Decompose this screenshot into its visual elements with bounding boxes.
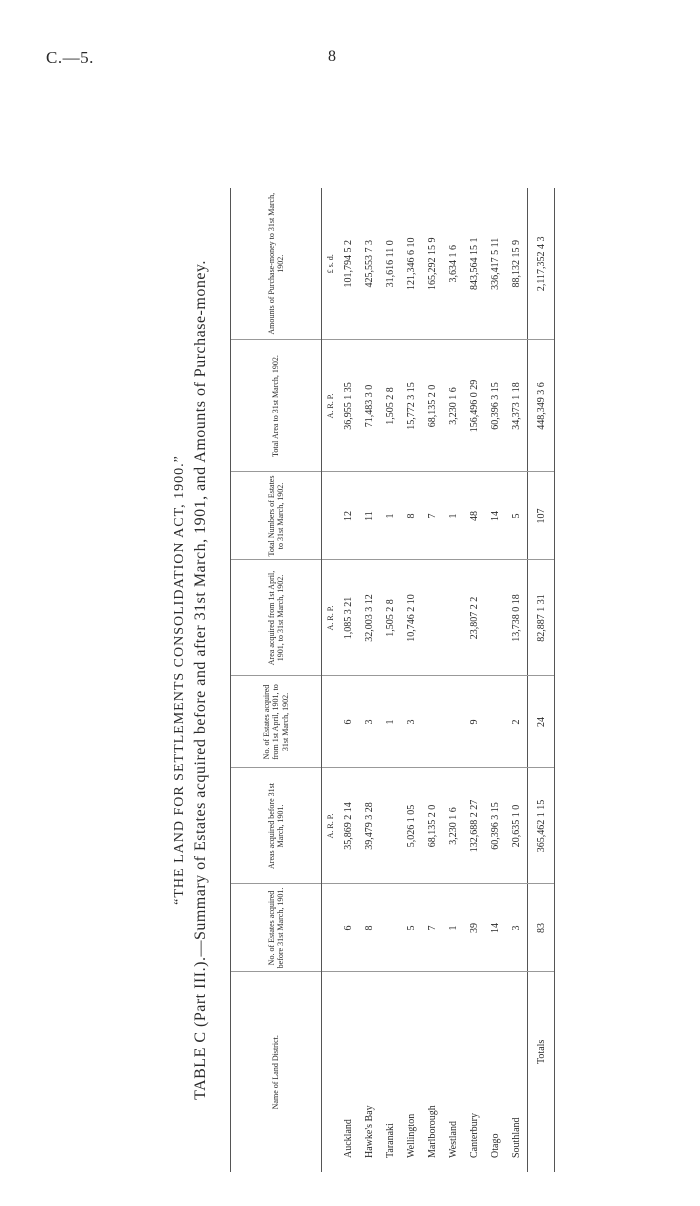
- cell-total-estates: 7: [422, 472, 443, 560]
- cell-estates-before: [380, 884, 401, 972]
- col-header-district: Name of Land District.: [231, 972, 322, 1172]
- col-header-estates-before: No. of Estates acquired before 31st March, 1901.: [231, 884, 322, 972]
- cell-total-estates: 107: [528, 472, 555, 560]
- header-row: [231, 188, 322, 1172]
- cell-estates-before: 14: [485, 884, 506, 972]
- unit-cell: A. R. P.: [322, 560, 339, 676]
- cell-total-estates: 5: [506, 472, 528, 560]
- cell-estates-after: [443, 676, 464, 768]
- col-header-total-estates: Total Numbers of Estates to 31st March, 1902.: [231, 472, 322, 560]
- cell-district: Hawke's Bay: [364, 1105, 375, 1158]
- cell-estates-before: 5: [401, 884, 422, 972]
- cell-total-area: 3,230 1 6: [443, 340, 464, 472]
- act-heading: “THE LAND FOR SETTLEMENTS CONSOLIDATION ACT, 1900.”: [172, 455, 187, 905]
- cell-purchase-money: 843,564 15 1: [464, 188, 485, 340]
- unit-cell: £ s. d.: [322, 188, 339, 340]
- cell-estates-after: 3: [401, 676, 422, 768]
- cell-purchase-money: 3,634 1 6: [443, 188, 464, 340]
- cell-area-before: 60,396 3 15: [485, 768, 506, 884]
- cell-area-after: [443, 560, 464, 676]
- cell-purchase-money: 165,292 15 9: [422, 188, 443, 340]
- cell-district: Southland: [511, 1117, 522, 1158]
- table-row: [422, 188, 443, 1172]
- cell-purchase-money: 2,117,352 4 3: [528, 188, 555, 340]
- cell-area-before: 20,635 1 0: [506, 768, 528, 884]
- cell-purchase-money: 425,553 7 3: [359, 188, 380, 340]
- cell-purchase-money: 31,616 11 0: [380, 188, 401, 340]
- cell-district: Marlborough: [427, 1105, 438, 1158]
- cell-area-after: 23,807 2 2: [464, 560, 485, 676]
- table-title: TABLE C (Part III.).—Summary of Estates acquired before and after 31st March, 1901, and Amounts of Purchase-money.: [192, 260, 209, 1100]
- cell-total-area: 156,496 0 29: [464, 340, 485, 472]
- cell-area-before: 68,135 2 0: [422, 768, 443, 884]
- col-header-estates-after: No. of Estates acquired from 1st April, 1901, to 31st March, 1902.: [231, 676, 322, 768]
- unit-cell: A. R. P.: [322, 340, 339, 472]
- cell-purchase-money: 101,794 5 2: [338, 188, 359, 340]
- cell-estates-after: 6: [338, 676, 359, 768]
- cell-total-area: 1,505 2 8: [380, 340, 401, 472]
- cell-total-area: 71,483 3 0: [359, 340, 380, 472]
- cell-district: Canterbury: [469, 1113, 480, 1158]
- cell-total-estates: 11: [359, 472, 380, 560]
- cell-area-before: [380, 768, 401, 884]
- cell-area-after: [422, 560, 443, 676]
- table-row: [485, 188, 506, 1172]
- unit-cell: [322, 972, 339, 1172]
- cell-estates-after: 1: [380, 676, 401, 768]
- cell-total-estates: 1: [443, 472, 464, 560]
- cell-estates-after: 3: [359, 676, 380, 768]
- cell-area-after: 82,887 1 31: [528, 560, 555, 676]
- unit-cell: A. R. P.: [322, 768, 339, 884]
- cell-district: Totals: [528, 972, 555, 1172]
- cell-estates-after: 24: [528, 676, 555, 768]
- cell-total-area: 34,373 1 18: [506, 340, 528, 472]
- cell-area-after: 13,738 0 18: [506, 560, 528, 676]
- cell-estates-before: 6: [338, 884, 359, 972]
- cell-total-estates: 14: [485, 472, 506, 560]
- cell-estates-before: 1: [443, 884, 464, 972]
- cell-district: Otago: [490, 1133, 501, 1158]
- unit-cell: [322, 676, 339, 768]
- cell-area-before: 132,688 2 27: [464, 768, 485, 884]
- cell-area-before: 39,479 3 28: [359, 768, 380, 884]
- cell-area-after: [485, 560, 506, 676]
- cell-estates-after: 9: [464, 676, 485, 768]
- cell-area-before: 35,869 2 14: [338, 768, 359, 884]
- cell-estates-before: 83: [528, 884, 555, 972]
- col-header-total-area: Total Area to 31st March, 1902.: [231, 340, 322, 472]
- summary-table: [230, 188, 555, 1172]
- page-number: 8: [328, 48, 337, 65]
- cell-area-before: 365,462 1 15: [528, 768, 555, 884]
- cell-estates-before: 39: [464, 884, 485, 972]
- cell-area-before: 5,026 1 05: [401, 768, 422, 884]
- col-header-purchase-money: Amounts of Purchase-money to 31st March, 1902.: [231, 188, 322, 340]
- col-header-area-before: Areas acquired before 31st March, 1901.: [231, 768, 322, 884]
- cell-estates-before: 8: [359, 884, 380, 972]
- unit-cell: [322, 472, 339, 560]
- cell-total-area: 36,955 1 35: [338, 340, 359, 472]
- cell-total-estates: 1: [380, 472, 401, 560]
- cell-district: Taranaki: [385, 1123, 396, 1158]
- cell-estates-after: [485, 676, 506, 768]
- cell-purchase-money: 121,346 6 10: [401, 188, 422, 340]
- cell-area-after: 10,746 2 10: [401, 560, 422, 676]
- table-row: [464, 188, 485, 1172]
- table-row: [380, 188, 401, 1172]
- cell-district: Westland: [448, 1121, 459, 1158]
- cell-area-after: 1,085 3 21: [338, 560, 359, 676]
- rotated-table-page: [120, 180, 680, 1180]
- cell-district: Wellington: [406, 1113, 417, 1158]
- totals-row: [528, 188, 555, 1172]
- cell-total-estates: 48: [464, 472, 485, 560]
- units-row: [322, 188, 339, 1172]
- col-header-area-after: Area acquired from 1st April, 1901, to 31st March, 1902.: [231, 560, 322, 676]
- cell-area-after: 1,505 2 8: [380, 560, 401, 676]
- cell-estates-after: 2: [506, 676, 528, 768]
- cell-area-before: 3,230 1 6: [443, 768, 464, 884]
- cell-estates-before: 3: [506, 884, 528, 972]
- cell-total-estates: 12: [338, 472, 359, 560]
- cell-purchase-money: 336,417 5 11: [485, 188, 506, 340]
- table-row: [401, 188, 422, 1172]
- cell-total-area: 15,772 3 15: [401, 340, 422, 472]
- cell-estates-after: [422, 676, 443, 768]
- page-reference: C.—5.: [46, 48, 94, 67]
- cell-total-estates: 8: [401, 472, 422, 560]
- table-row: [359, 188, 380, 1172]
- cell-area-after: 32,003 3 12: [359, 560, 380, 676]
- cell-total-area: 60,396 3 15: [485, 340, 506, 472]
- cell-purchase-money: 88,132 15 9: [506, 188, 528, 340]
- unit-cell: [322, 884, 339, 972]
- table-row: [338, 188, 359, 1172]
- cell-estates-before: 7: [422, 884, 443, 972]
- table-row: [506, 188, 528, 1172]
- cell-total-area: 68,135 2 0: [422, 340, 443, 472]
- table-row: [443, 188, 464, 1172]
- cell-district: Auckland: [343, 1119, 354, 1158]
- cell-total-area: 448,349 3 6: [528, 340, 555, 472]
